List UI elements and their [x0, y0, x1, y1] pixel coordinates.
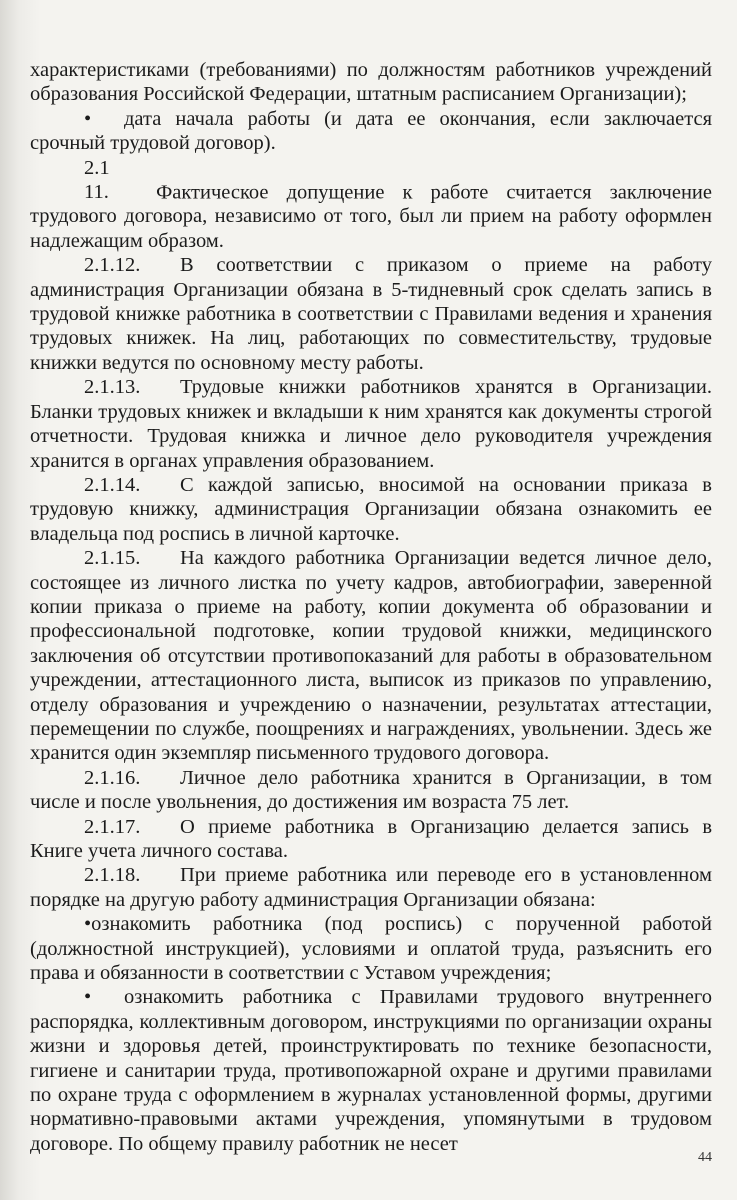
- clause-number: 2.1.12.: [84, 254, 141, 277]
- paragraph-text: Личное дело работника хранится в Организации, в том числе и после увольнения, до достижения им возраста 75 лет.: [30, 766, 712, 814]
- paragraph-text: С каждой записью, вносимой на основании приказа в трудовую книжку, администрация Организации обязана ознакомить ее владельца под роспись в личной карточке.: [30, 473, 712, 545]
- bullet-marker: •: [84, 986, 92, 1009]
- clause-number: 2.1.15.: [84, 547, 141, 570]
- document-body: [30, 58, 712, 1156]
- paragraph-text: •ознакомить работника (под роспись) с порученной работой (должностной инструкцией), условиями и оплатой труда, разъяснить его права и обязанности в соответствии с Уставом учреждения;: [30, 913, 712, 985]
- paragraph-2-1-15: [30, 546, 712, 766]
- bullet-marker: •: [84, 107, 92, 130]
- paragraph-text: Трудовые книжки работников хранятся в Организации. Бланки трудовых книжек и вкладыши к ним хранятся как документы строгой отчетности. Трудовая книжка и личное дело руководителя учреждения хранится в органах управления образованием.: [30, 376, 712, 472]
- paragraph-text: ознакомить работника с Правилами трудового внутреннего распорядка, коллективным договором, инструкциями по организации охраны жизни и здоровья детей, проинструктировать по технике безопасности, гигиене и санитарии труда, противопожарной охране и другими правилами по охране труда с оформлением в журналах установленной формы, другими нормативно-правовыми актами учреждения, упомянутыми в трудовом договоре. По общему правилу работник не несет: [30, 986, 712, 1155]
- paragraph-text: характеристиками (требованиями) по должностям работников учреждений образования Российской Федерации, штатным расписанием Организации);: [30, 59, 712, 106]
- paragraph-text: Фактическое допущение к работе считается заключение трудового договора, независимо от того, был ли прием на работу оформлен надлежащим образом.: [30, 181, 712, 252]
- paragraph-2-1-14: [30, 473, 712, 546]
- page-number: 44: [698, 1150, 712, 1165]
- paragraph-text: О приеме работника в Организацию делается запись в Книге учета личного состава.: [30, 815, 712, 862]
- paragraph-continuation: [30, 58, 712, 107]
- paragraph-2-1-12: [30, 253, 712, 375]
- paragraph-text: На каждого работника Организации ведется личное дело, состоящее из личного листка по учету кадров, автобиографии, заверенной копии приказа о приеме на работу, копии документа об образовании и профессиональной подготовке, копии трудовой книжки, медицинского заключения об отсутствии противопоказаний для работы в образовательном учреждении, аттестационного листа, выписок из приказов по управлению, отделу образования и учреждению о назначении, результатах аттестации, перемещении по службе, поощрениях и награждениях, увольнении. Здесь же хранится один экземпляр письменного трудового договора.: [30, 547, 712, 765]
- paragraph-bullet-acquaint-duties: [30, 912, 712, 985]
- paragraph-bullet-start-date: [30, 107, 712, 156]
- paragraph-text: дата начала работы (и дата ее окончания, если заключается срочный трудовой договор).: [30, 107, 712, 155]
- clause-number: 2.1.16.: [84, 766, 141, 789]
- paragraph-2-1-11: [30, 156, 712, 254]
- paragraph-text: При приеме работника или переводе его в установленном порядке на другую работу администрация Организации обязана:: [30, 864, 712, 911]
- clause-number: 2.1.13.: [84, 376, 141, 399]
- clause-number: 2.1.17.: [84, 815, 141, 838]
- paragraph-bullet-acquaint-rules: [30, 985, 712, 1156]
- clause-number: 2.1.14.: [84, 473, 141, 496]
- paragraph-2-1-17: [30, 815, 712, 864]
- paragraph-text: В соответствии с приказом о приеме на работу администрация Организации обязана в 5-тидневный срок сделать запись в трудовой книжке работника в соответствии с Правилами ведения и хранения трудовых книжек. На лиц, работающих по совместительству, трудовые книжки ведутся по основному месту работы.: [30, 254, 712, 374]
- clause-number: 2.1.18.: [84, 864, 141, 887]
- paragraph-2-1-16: [30, 766, 712, 815]
- clause-number: 2.1 11.: [84, 156, 110, 204]
- paragraph-2-1-18: [30, 863, 712, 912]
- paragraph-2-1-13: [30, 375, 712, 473]
